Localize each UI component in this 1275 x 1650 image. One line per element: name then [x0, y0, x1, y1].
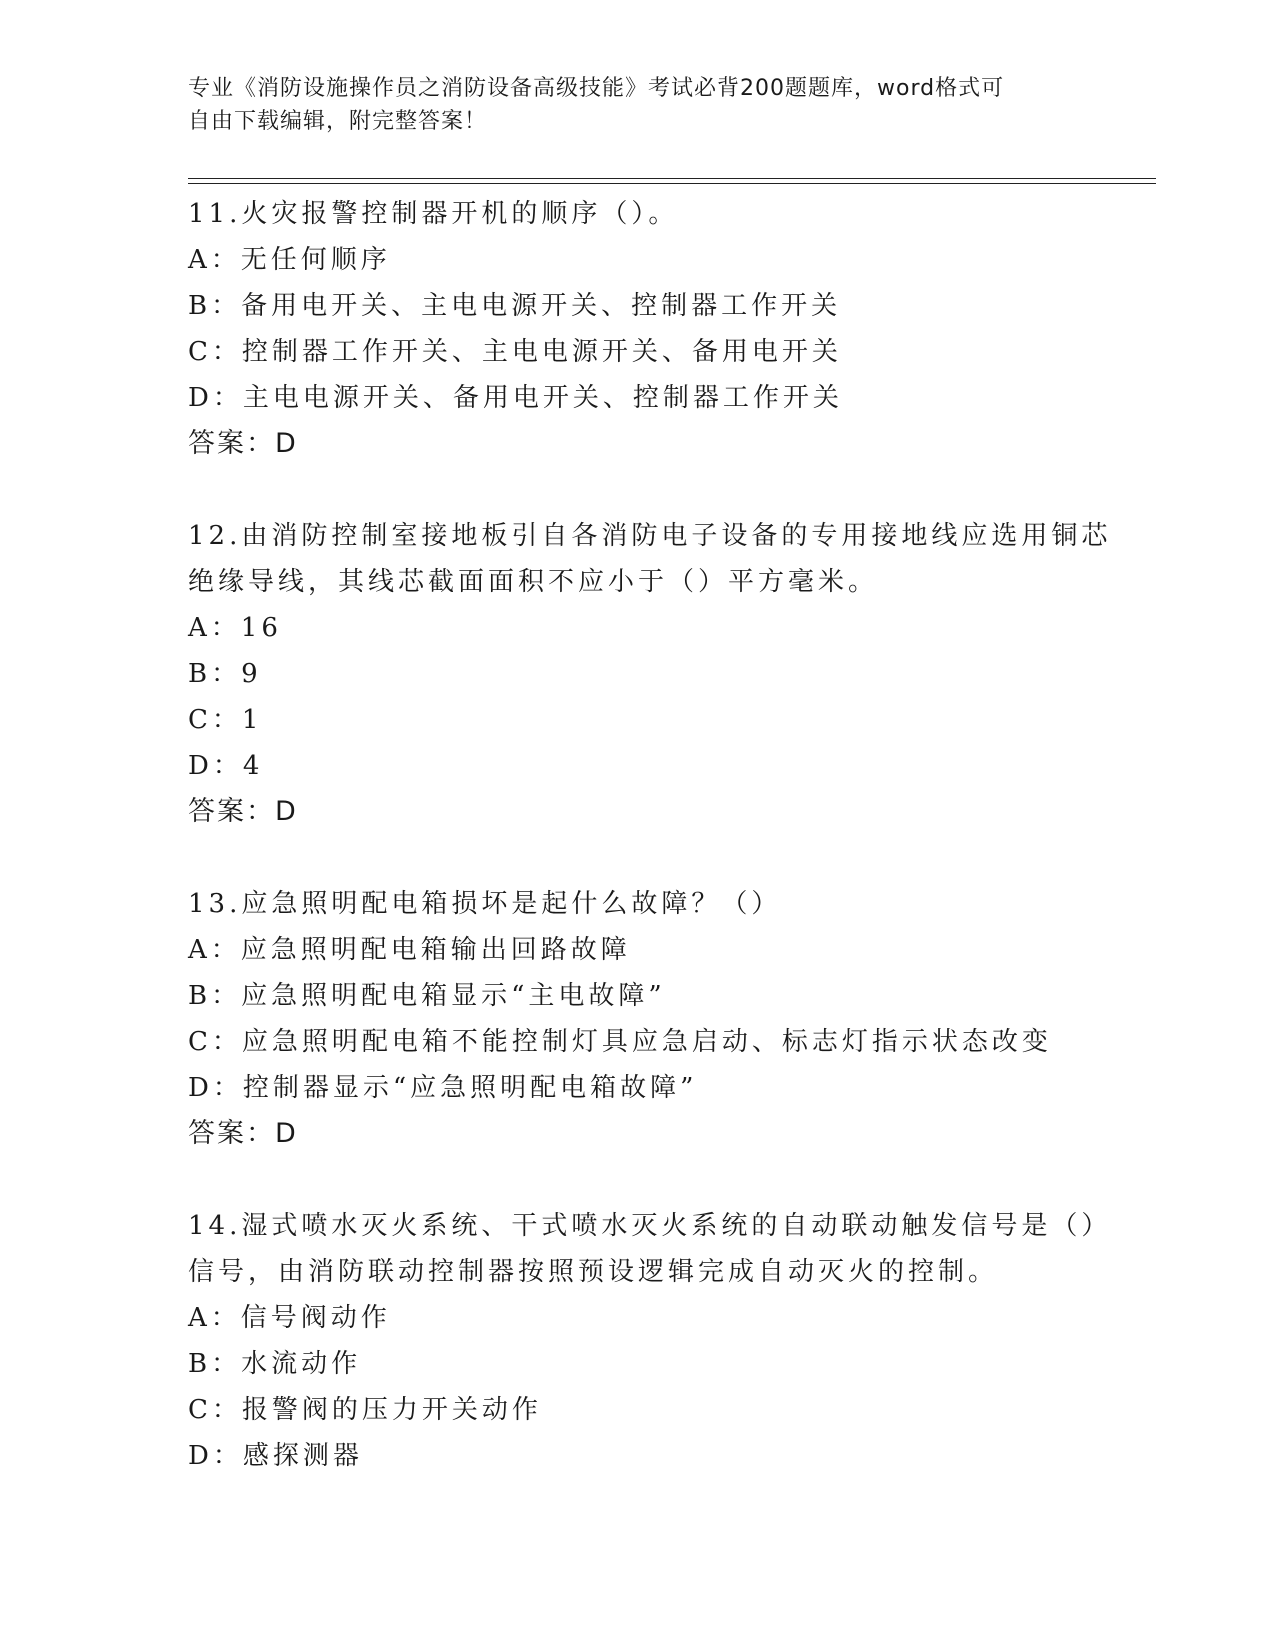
- header-line-1: 专业《消防设施操作员之消防设备高级技能》考试必背200题题库，word格式可: [188, 76, 1005, 101]
- question-12: [188, 513, 1112, 835]
- question-13: [188, 881, 1088, 1157]
- question-stem-continued: 绝缘导线，其线芯截面面积不应小于（）平方毫米。: [188, 567, 879, 597]
- question-spacer: [188, 467, 1088, 513]
- answer: 答案：D: [188, 1118, 298, 1149]
- question-11: [188, 191, 1088, 467]
- option-d: D：控制器显示“应急照明配电箱故障”: [188, 1073, 698, 1103]
- question-stem: 14.湿式喷水灭火系统、干式喷水灭火系统的自动联动触发信号是（）: [188, 1211, 1112, 1241]
- question-14: [188, 1203, 1112, 1479]
- option-c: C：控制器工作开关、主电电源开关、备用电开关: [188, 337, 842, 367]
- question-stem: 11.火灾报警控制器开机的顺序（）。: [188, 199, 679, 229]
- option-a: A：16: [188, 613, 282, 643]
- question-spacer: [188, 1157, 1088, 1203]
- header-divider-bottom: [188, 183, 1156, 184]
- option-d: D：主电电源开关、备用电开关、控制器工作开关: [188, 383, 843, 413]
- answer: 答案：D: [188, 796, 298, 827]
- option-a: A：无任何顺序: [188, 245, 391, 275]
- header-divider-top: [188, 178, 1156, 179]
- option-c: C：报警阀的压力开关动作: [188, 1395, 542, 1425]
- option-a: A：信号阀动作: [188, 1303, 391, 1333]
- question-stem-continued: 信号，由消防联动控制器按照预设逻辑完成自动灭火的控制。: [188, 1257, 999, 1287]
- option-c: C：应急照明配电箱不能控制灯具应急启动、标志灯指示状态改变: [188, 1027, 1052, 1057]
- question-spacer: [188, 835, 1088, 881]
- option-d: D：4: [188, 751, 264, 781]
- option-a: A：应急照明配电箱输出回路故障: [188, 935, 631, 965]
- question-stem: 13.应急照明配电箱损坏是起什么故障？（）: [188, 889, 782, 919]
- question-list: [188, 191, 1112, 1479]
- question-stem: 12.由消防控制室接地板引自各消防电子设备的专用接地线应选用铜芯: [188, 521, 1112, 551]
- option-b: B：应急照明配电箱显示“主电故障”: [188, 981, 666, 1011]
- option-d: D：感探测器: [188, 1441, 363, 1471]
- option-c: C：1: [188, 705, 263, 735]
- document-header: [188, 72, 1068, 138]
- option-b: B：水流动作: [188, 1349, 362, 1379]
- header-line-2: 自由下载编辑，附完整答案！: [188, 109, 488, 134]
- option-b: B：备用电开关、主电电源开关、控制器工作开关: [188, 291, 842, 321]
- answer: 答案：D: [188, 428, 298, 459]
- option-b: B：9: [188, 659, 262, 689]
